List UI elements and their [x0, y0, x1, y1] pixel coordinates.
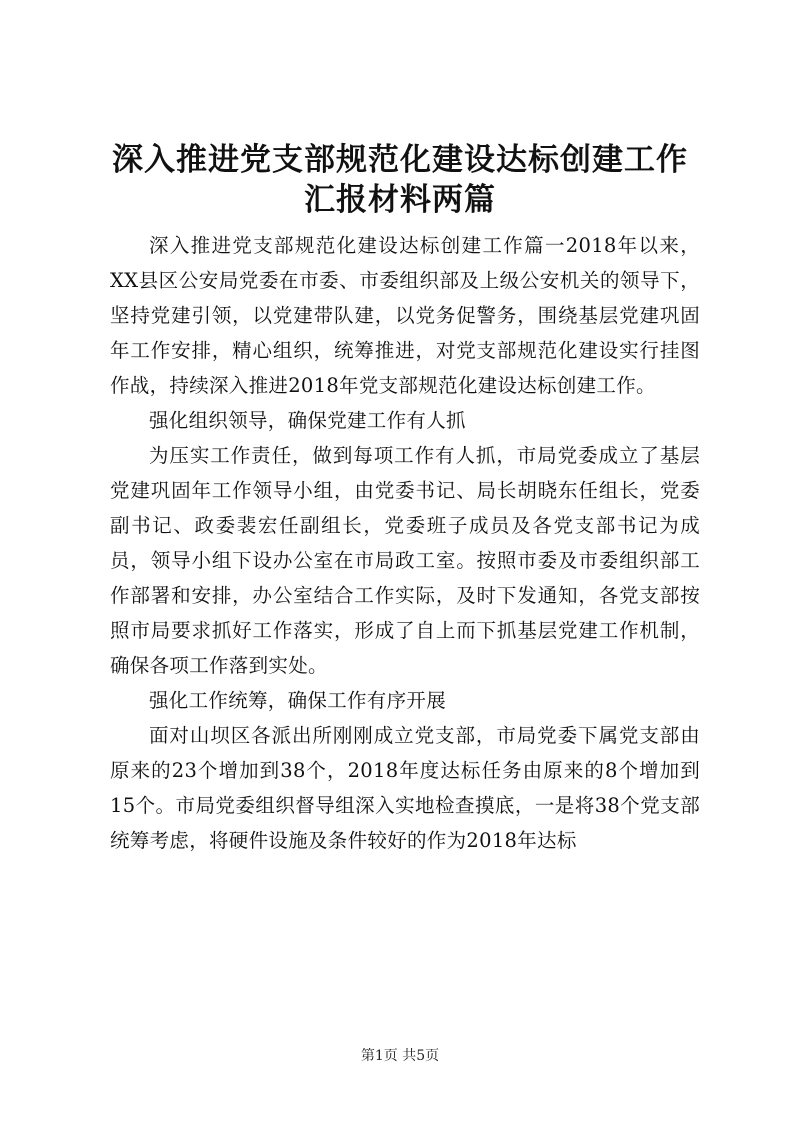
paragraph-intro: 深入推进党支部规范化建设达标创建工作篇一2018年以来，XX县区公安局党委在市委、市委组织部及上级公安机关的领导下，坚持党建引领，以党建带队建，以党务促警务，围绕基层党建巩固年工作安排，精心组织，统筹推进，对党支部规范化建设实行挂图作战，持续深入推进2018年党支部规范化建设达标创建工作。	[110, 234, 700, 397]
page-number: 第1页 共5页	[360, 1048, 440, 1064]
page-footer	[0, 1046, 800, 1066]
paragraph-organization: 为压实工作责任，做到每项工作有人抓，市局党委成立了基层党建巩固年工作领导小组，由党委书记、局长胡晓东任组长，党委副书记、政委裴宏任副组长，党委班子成员及各党支部书记为成员，领导小组下设办公室在市局政工室。按照市委及市委组织部工作部署和安排，办公室结合工作实际，及时下发通知，各党支部按照市局要求抓好工作落实，形成了自上而下抓基层党建工作机制，确保各项工作落到实处。	[110, 444, 700, 677]
paragraph-coordination: 面对山坝区各派出所刚刚成立党支部，市局党委下属党支部由原来的23个增加到38个，2018年度达标任务由原来的8个增加到15个。市局党委组织督导组深入实地检查摸底，一是将38个党支部统筹考虑，将硬件设施及条件较好的作为2018年达标	[110, 724, 700, 852]
section-heading-coordination: 强化工作统筹，确保工作有序开展	[149, 689, 447, 712]
document-title: 深入推进党支部规范化建设达标创建工作汇报材料两篇	[112, 142, 688, 218]
section-heading-organization: 强化组织领导，确保党建工作有人抓	[149, 409, 466, 432]
document-body	[110, 228, 700, 858]
